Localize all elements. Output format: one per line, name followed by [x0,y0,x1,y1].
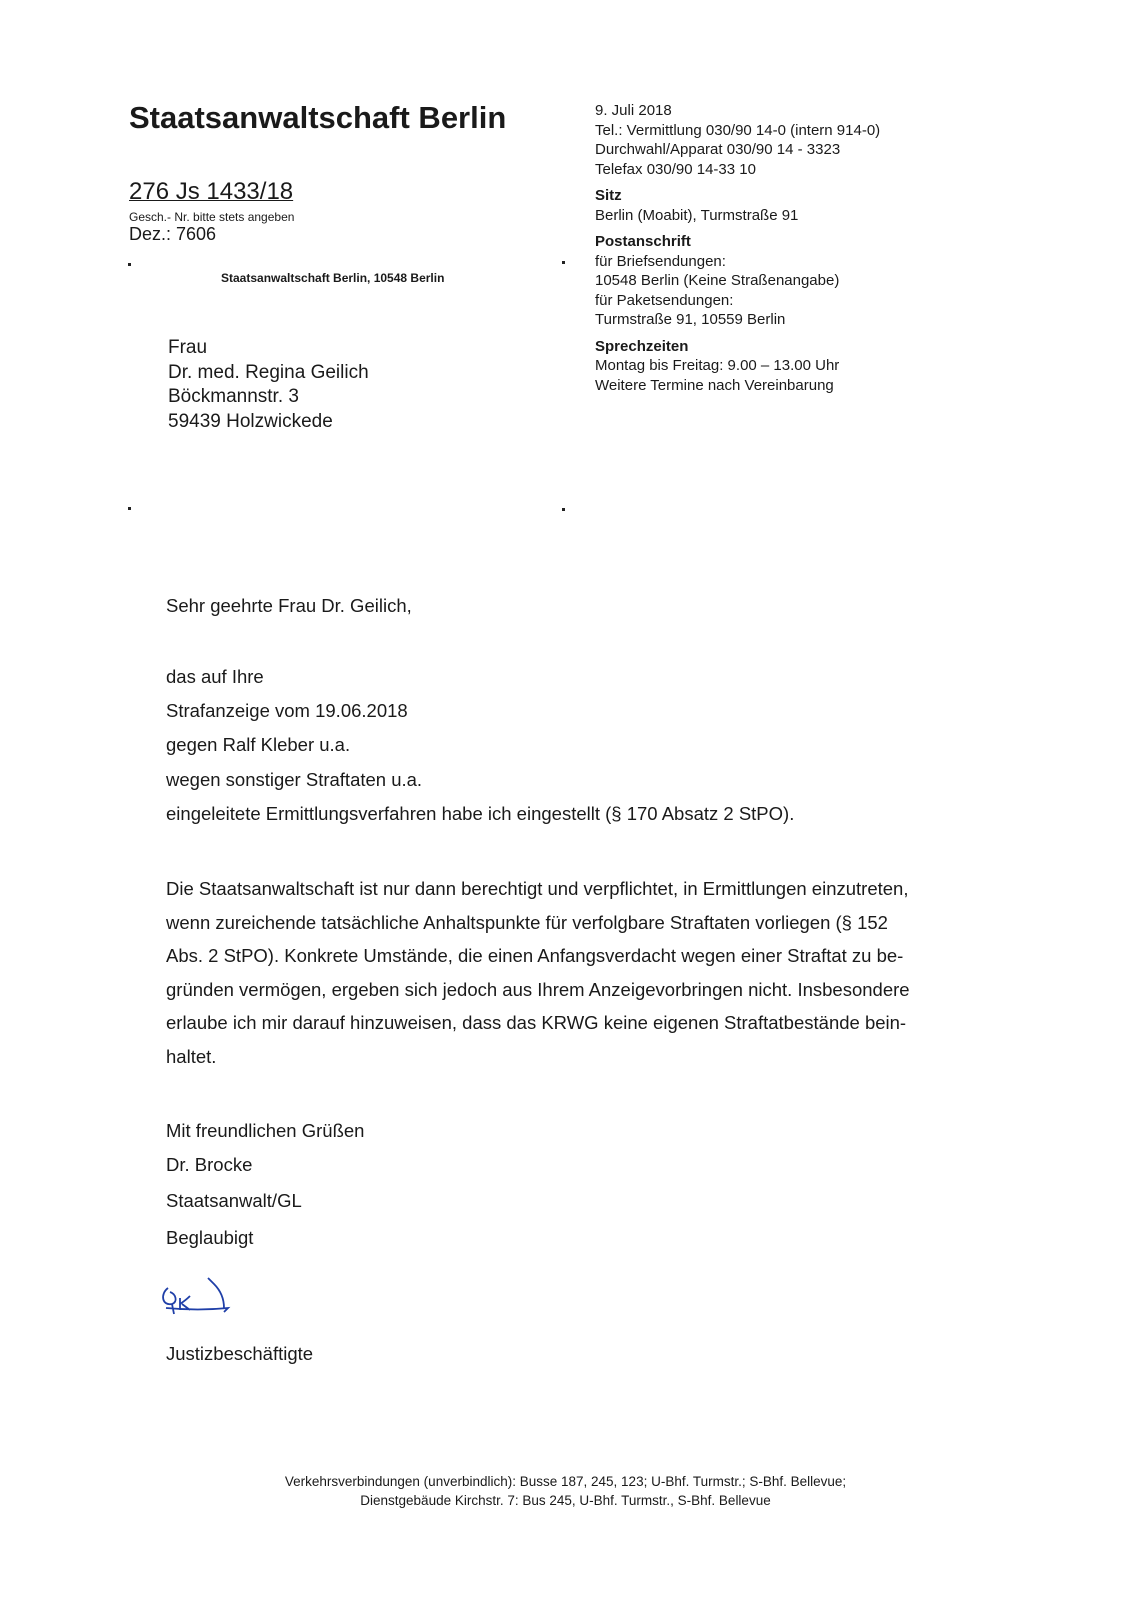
paragraph-line: haltet. [166,1045,217,1067]
hours-line: Montag bis Freitag: 9.00 – 13.00 Uhr [595,357,840,374]
handwritten-signature [158,1274,238,1324]
paragraph-line: Abs. 2 StPO). Konkrete Umstände, die einen Anfangsverdacht wegen einer Straftat zu be- [166,945,904,966]
post-line: für Paketsendungen: [595,291,734,309]
salutation: Sehr geehrte Frau Dr. Geilich, [166,595,412,616]
certified-label: Beglaubigt [166,1227,254,1248]
phone: Tel.: Vermittlung 030/90 14-0 (intern 914-0) [595,121,881,139]
sitz-heading: Sitz [595,187,622,204]
signer-title: Staatsanwalt/GL [166,1190,302,1211]
footer-transport [0,1472,1131,1510]
closing-greeting: Mit freundlichen Grüßen [166,1120,365,1141]
post-line: 10548 Berlin (Keine Straßenangabe) [595,272,840,289]
info-block [595,101,880,395]
footer-line: Dienstgebäude Kirchstr. 7: Bus 245, U-Bhf. Turmstr., S-Bhf. Bellevue [360,1493,771,1508]
intro-line: Strafanzeige vom 19.06.2018 [166,700,408,721]
intro-line: gegen Ralf Kleber u.a. [166,734,351,755]
intro-line: wegen sonstiger Straftaten u.a. [166,769,423,790]
fold-mark [128,507,131,510]
paragraph-line: erlaube ich mir darauf hinzuweisen, dass das KRWG keine eigenen Straftatbestände bein- [166,1012,907,1033]
post-line: Turmstraße 91, 10559 Berlin [595,311,786,328]
paragraph-line: gründen vermögen, ergeben sich jedoch aus Ihrem Anzeigevorbringen nicht. Insbesondere [166,978,910,1000]
recipient-line: Böckmannstr. 3 [168,386,299,407]
paragraph-line: wenn zureichende tatsächliche Anhaltspunkte für verfolgbare Straftaten vorliegen (§ 152 [166,911,888,933]
recipient-line: Dr. med. Regina Geilich [168,361,369,383]
post-line: für Briefsendungen: [595,252,726,270]
sender-line: Staatsanwaltschaft Berlin, 10548 Berlin [221,271,445,285]
intro-line: eingeleitete Ermittlungsverfahren habe ich eingestellt (§ 170 Absatz 2 StPO). [166,803,795,824]
paragraph-line: Die Staatsanwaltschaft ist nur dann berechtigt und verpflichtet, in Ermittlungen einzutreten, [166,878,909,899]
recipient-line: 59439 Holzwickede [168,410,333,432]
footer-line: Verkehrsverbindungen (unverbindlich): Busse 187, 245, 123; U-Bhf. Turmstr.; S-Bhf. Bellevue; [284,1474,847,1489]
fax: Telefax 030/90 14-33 10 [595,160,756,178]
fold-mark [562,261,565,264]
recipient-line: Frau [168,337,208,358]
recipient-address [168,336,369,434]
fold-mark [128,263,131,266]
case-number: 276 Js 1433/18 [129,178,294,205]
signer-role: Justizbeschäftigte [166,1343,314,1364]
sitz: Berlin (Moabit), Turmstraße 91 [595,206,799,224]
body-paragraph [166,872,1016,1073]
signer-name: Dr. Brocke [166,1154,253,1175]
fold-mark [562,508,565,511]
dez-number: Dez.: 7606 [129,224,217,244]
letter-date: 9. Juli 2018 [595,102,672,119]
case-number-hint: Gesch.- Nr. bitte stets angeben [129,210,295,224]
hours-line: Weitere Termine nach Vereinbarung [595,376,834,394]
intro-line: das auf Ihre [166,666,264,687]
post-heading: Postanschrift [595,233,691,250]
authority-title: Staatsanwaltschaft Berlin [129,100,507,135]
direct-line: Durchwahl/Apparat 030/90 14 - 3323 [595,141,841,158]
hours-heading: Sprechzeiten [595,337,689,355]
